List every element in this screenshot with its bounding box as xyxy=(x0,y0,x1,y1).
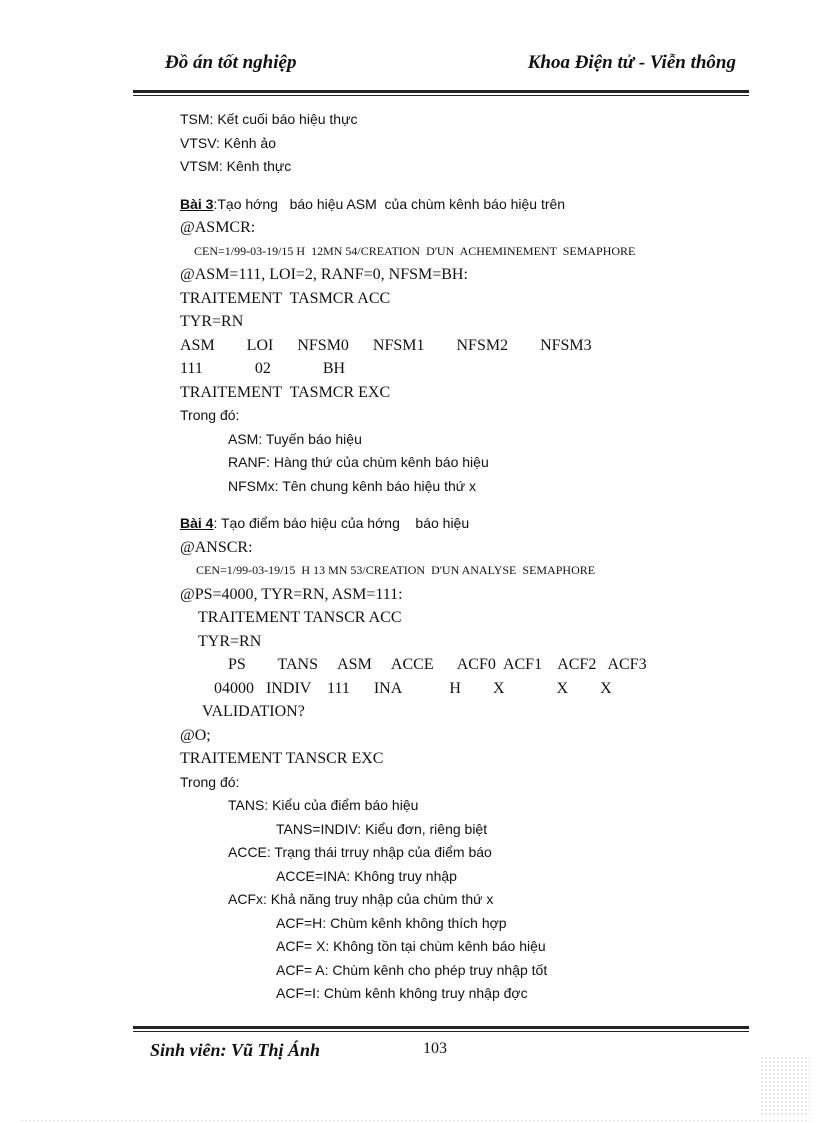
text-line xyxy=(180,818,770,842)
line-text: @PS=4000, TYR=RN, ASM=111: xyxy=(180,585,403,603)
footer-student-name: Sinh viên: Vũ Thị Ánh xyxy=(150,1040,321,1060)
line-text: @ANSCR: xyxy=(180,538,253,556)
text-line xyxy=(180,381,770,405)
text-line xyxy=(180,888,770,912)
text-line xyxy=(180,310,770,334)
exercise-label: Bài 4 xyxy=(180,515,214,531)
text-line xyxy=(180,536,770,560)
text-line xyxy=(180,404,770,428)
decorative-dots xyxy=(760,1056,810,1116)
text-line xyxy=(180,771,770,795)
line-text: ACF=H: Chùm kênh không thích hợp xyxy=(276,914,507,931)
line-text: TRAITEMENT TANSCR EXC xyxy=(180,750,384,767)
text-line xyxy=(180,287,770,311)
text-line xyxy=(180,334,770,358)
line-text: : Tạo điểm báo hiệu của hớng báo hiệu xyxy=(213,515,470,531)
spacer xyxy=(180,179,770,193)
line-text: TRAITEMENT TASMCR EXC xyxy=(180,383,391,401)
text-line xyxy=(180,512,770,536)
line-text: ASM LOI NFSM0 NFSM1 NFSM2 NFSM3 xyxy=(180,336,592,354)
text-line xyxy=(180,263,770,287)
line-text: Trong đó: xyxy=(180,407,240,423)
header-right: Khoa Điện tử - Viễn thông xyxy=(527,52,736,73)
line-text: :Tạo hớng báo hiệu ASM của chùm kênh báo hiệu trên xyxy=(213,195,566,212)
line-text: Trong đó: xyxy=(180,773,240,790)
decorative-dots-bottom xyxy=(20,1119,810,1121)
text-line xyxy=(180,583,770,607)
text-line xyxy=(180,606,770,630)
line-text: ACFx: Khả năng truy nhập của chùm thứ x xyxy=(228,891,494,907)
document-body xyxy=(180,108,770,1006)
text-line xyxy=(180,959,770,983)
text-line xyxy=(180,132,770,156)
text-line xyxy=(180,451,770,475)
line-text: TYR=RN xyxy=(198,632,262,650)
line-text: TANS=INDIV: Kiểu đơn, riêng biệt xyxy=(276,820,488,837)
line-text: ACF=I: Chùm kênh không truy nhập đợc xyxy=(276,985,528,1001)
line-text: PS TANS ASM ACCE ACF0 ACF1 ACF2 ACF3 xyxy=(228,656,647,673)
text-line xyxy=(180,475,770,499)
line-text: TYR=RN xyxy=(180,313,244,330)
text-line xyxy=(180,700,770,724)
text-line xyxy=(180,912,770,936)
line-text: CEN=1/99-03-19/15 H 13 MN 53/CREATION D'UN ANALYSE SEMAPHORE xyxy=(196,563,596,577)
spacer xyxy=(180,498,770,512)
line-text: TANS: Kiểu của điểm báo hiệu xyxy=(228,797,419,813)
line-text: 111 02 BH xyxy=(180,360,346,377)
text-line xyxy=(180,357,770,381)
text-line xyxy=(180,216,770,240)
line-text: CEN=1/99-03-19/15 H 12MN 54/CREATION D'UN ACHEMINEMENT SEMAPHORE xyxy=(194,243,636,258)
footer-rule xyxy=(133,1026,749,1032)
line-text: @ASMCR: xyxy=(180,219,256,236)
text-line xyxy=(180,794,770,818)
line-text: NFSMx: Tên chung kênh báo hiệu thứ x xyxy=(228,477,477,494)
line-text: ACCE=INA: Không truy nhập xyxy=(276,867,457,884)
line-text: @O; xyxy=(180,726,211,744)
line-text: TSM: Kết cuối báo hiệu thực xyxy=(180,111,358,127)
text-line xyxy=(180,193,770,217)
text-line xyxy=(180,559,770,583)
text-line xyxy=(180,865,770,889)
text-line xyxy=(180,155,770,179)
text-line xyxy=(180,653,770,677)
text-line xyxy=(180,240,770,264)
page-number: 103 xyxy=(423,1040,447,1057)
text-line xyxy=(180,108,770,132)
header-left: Đồ án tốt nghiệp xyxy=(165,52,297,73)
text-line xyxy=(180,724,770,748)
exercise-label: Bài 3 xyxy=(180,195,214,212)
line-text: VTSV: Kênh ảo xyxy=(180,134,276,151)
line-text: RANF: Hàng thứ của chùm kênh báo hiệu xyxy=(228,454,489,470)
text-line xyxy=(180,630,770,654)
line-text: ASM: Tuyến báo hiệu xyxy=(228,430,362,447)
line-text: ACF= A: Chùm kênh cho phép truy nhập tốt xyxy=(276,961,548,978)
line-text: ACCE: Trạng thái trruy nhập của điểm báo xyxy=(228,844,492,860)
line-text: @ASM=111, LOI=2, RANF=0, NFSM=BH: xyxy=(180,266,468,283)
line-text: ACF= X: Không tồn tại chùm kênh báo hiệu xyxy=(276,938,546,954)
line-text: VTSM: Kênh thực xyxy=(180,158,292,174)
line-text: VALIDATION? xyxy=(202,703,305,720)
text-line xyxy=(180,982,770,1006)
header-rule xyxy=(133,90,749,96)
text-line xyxy=(180,935,770,959)
line-text: 04000 INDIV 111 INA H X X X xyxy=(214,679,612,697)
text-line xyxy=(180,428,770,452)
text-line xyxy=(180,841,770,865)
text-line xyxy=(180,677,770,701)
text-line xyxy=(180,747,770,771)
line-text: TRAITEMENT TANSCR ACC xyxy=(198,609,402,626)
line-text: TRAITEMENT TASMCR ACC xyxy=(180,289,391,307)
